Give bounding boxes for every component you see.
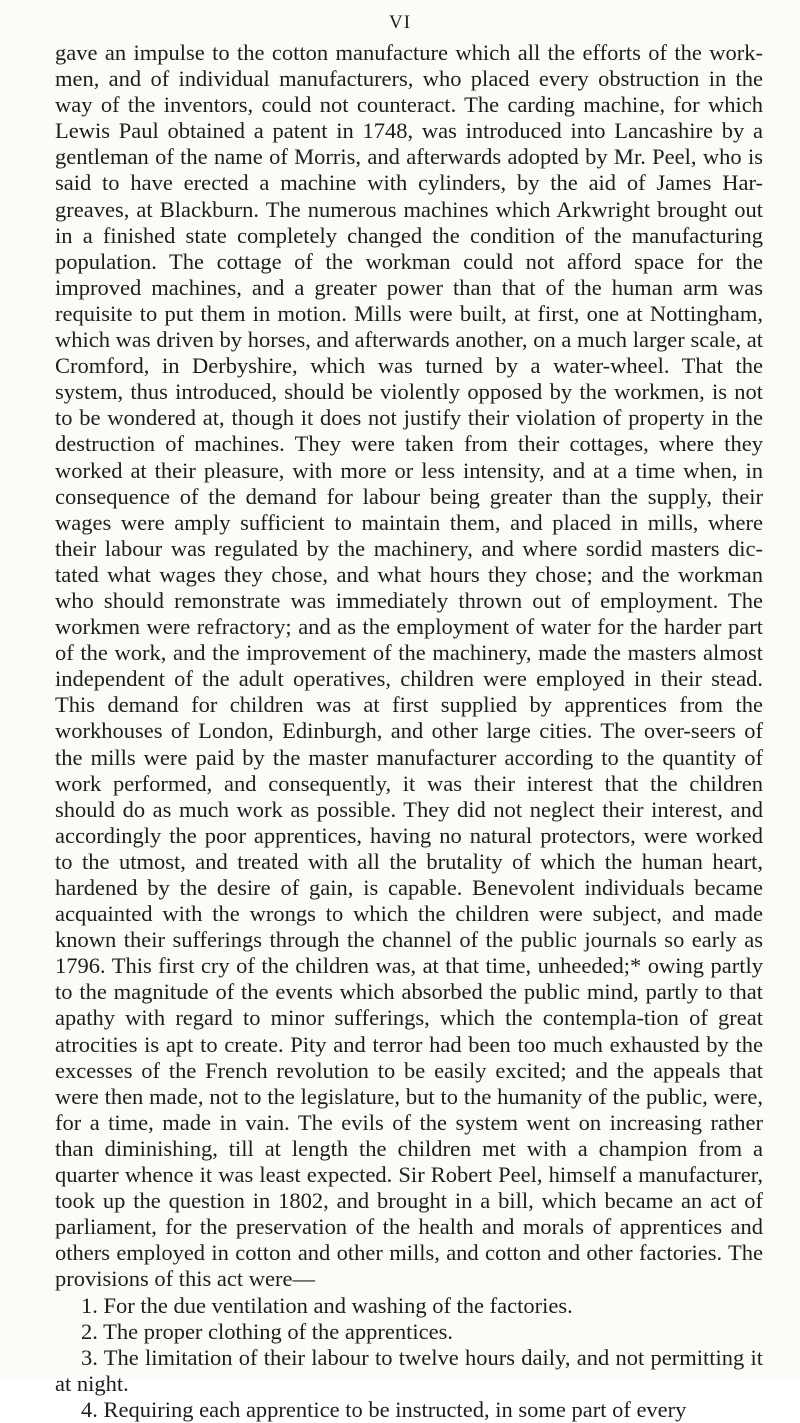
list-item: 4. Requiring each apprentice to be instructed, in some part of every: [81, 1396, 687, 1422]
page-number: VI: [388, 12, 412, 33]
list-item: 1. For the due ventilation and washing of the factories.: [81, 1292, 573, 1318]
list-item: 2. The proper clothing of the apprentices.: [81, 1318, 453, 1344]
provisions-list: [55, 1293, 763, 1423]
body-text: [55, 40, 763, 1423]
list-item: 3. The limitation of their labour to twelve hours daily, and not permitting it at night.: [55, 1344, 763, 1396]
main-paragraph: gave an impulse to the cotton manufacture which all the efforts of the work-men, and of individual manufacturers, who placed every obstruction in the way of the inventors, could not counteract. The carding machine, for which Lewis Paul obtained a patent in 1748, was introduced into Lancashire by a gentleman of the name of Morris, and afterwards adopted by Mr. Peel, who is said to have erected a machine with cylinders, by the aid of James Har-greaves, at Blackburn. The numerous machines which Arkwright brought out in a finished state completely changed the condition of the manufacturing population. The cottage of the workman could not afford space for the improved machines, and a greater power than that of the human arm was requisite to put them in motion. Mills were built, at first, one at Nottingham, which was driven by horses, and afterwards another, on a much larger scale, at Cromford, in Derbyshire, which was turned by a water-wheel. That the system, thus introduced, should be violently opposed by the workmen, is not to be wondered at, though it does not justify their violation of property in the destruction of machines. They were taken from their cottages, where they worked at their pleasure, with more or less intensity, and at a time when, in consequence of the demand for labour being greater than the supply, their wages were amply sufficient to maintain them, and placed in mills, where their labour was regulated by the machinery, and where sordid masters dic-tated what wages they chose, and what hours they chose; and the workman who should remonstrate was immediately thrown out of employment. The workmen were refractory; and as the employment of water for the harder part of the work, and the improvement of the machinery, made the masters almost independent of the adult operatives, children were employed in their stead. This demand for children was at first supplied by apprentices from the workhouses of London, Edinburgh, and other large cities. The over-seers of the mills were paid by the master manufacturer according to the quantity of work performed, and consequently, it was their interest that the children should do as much work as possible. They did not neglect their interest, and accordingly the poor apprentices, having no natural protectors, were worked to the utmost, and treated with all the brutality of which the human heart, hardened by the desire of gain, is capable. Benevolent individuals became acquainted with the wrongs to which the children were subject, and made known their sufferings through the channel of the public journals so early as 1796. This first cry of the children was, at that time, unheeded;* owing partly to the magnitude of the events which absorbed the public mind, partly to that apathy with regard to minor sufferings, which the contempla-tion of great atrocities is apt to create. Pity and terror had been too much exhausted by the excesses of the French revolution to be easily excited; and the appeals that were then made, not to the legislature, but to the humanity of the public, were, for a time, made in vain. The evils of the system went on increasing rather than diminishing, till at length the children met with a champion from a quarter whence it was least expected. Sir Robert Peel, himself a manufacturer, took up the question in 1802, and brought in a bill, which became an act of parliament, for the preservation of the health and morals of apprentices and others employed in cotton and other mills, and cotton and other factories. The provisions of this act were—: [55, 40, 763, 1292]
